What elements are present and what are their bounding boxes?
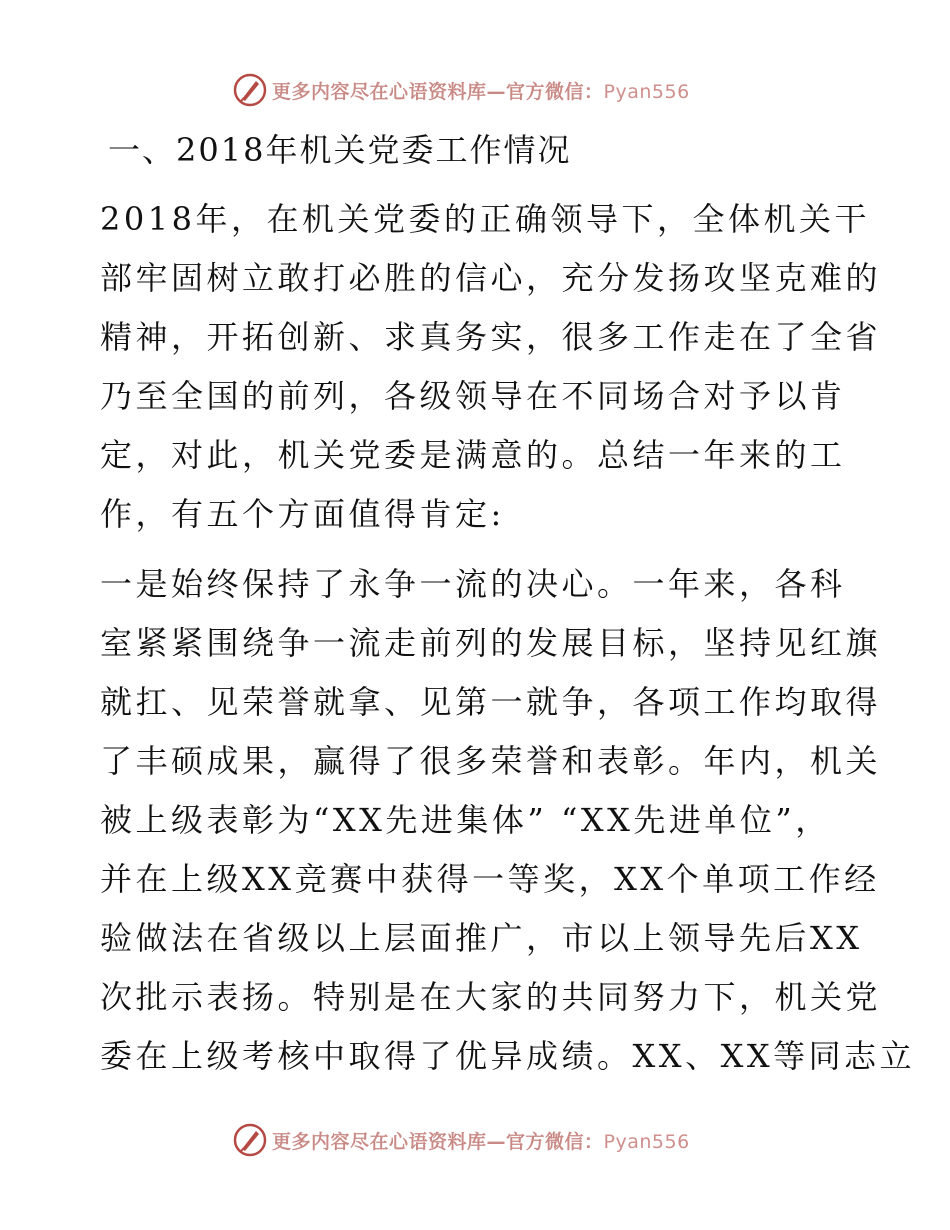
text-line: 并在上级XX竞赛中获得一等奖，XX个单项工作经 xyxy=(100,860,880,898)
text-line: 作，有五个方面值得肯定: xyxy=(100,495,505,533)
watermark-wechat-id: Pyan556 xyxy=(603,1130,690,1153)
text-line: 次批示表扬。特别是在大家的共同努力下，机关党 xyxy=(100,978,882,1016)
quill-logo-icon xyxy=(232,72,268,108)
text-line: 委在上级考核中取得了优异成绩。XX、XX等同志立 xyxy=(100,1037,916,1075)
text-line: 定，对此，机关党委是满意的。总结一年来的工 xyxy=(100,436,846,474)
text-line: 室紧紧围绕争一流走前列的发展目标，坚持见红旗 xyxy=(100,624,882,662)
watermark-text xyxy=(272,77,690,104)
watermark-label: 更多内容尽在心语资料库—官方微信： xyxy=(272,80,604,103)
text-line: 精神，开拓创新、求真务实，很多工作走在了全省 xyxy=(100,318,882,356)
text-line: 2018年，在机关党委的正确领导下，全体机关干 xyxy=(100,200,870,238)
paragraph-point-one xyxy=(100,555,916,1086)
text-line: 部牢固树立敢打必胜的信心，充分发扬攻坚克难的 xyxy=(100,259,882,297)
text-line: 了丰硕成果，赢得了很多荣誉和表彰。年内，机关 xyxy=(100,742,882,780)
paragraph-overview xyxy=(100,190,882,544)
text-line: 被上级表彰为“XX先进集体” “XX先进单位”， xyxy=(100,801,831,839)
text-line: 就扛、见荣誉就拿、见第一就争，各项工作均取得 xyxy=(100,683,882,721)
section-heading: 一、2018年机关党委工作情况 xyxy=(108,131,572,169)
watermark-wechat-id: Pyan556 xyxy=(603,80,690,103)
watermark-label: 更多内容尽在心语资料库—官方微信： xyxy=(272,1130,604,1153)
watermark-header xyxy=(232,70,690,110)
text-line: 验做法在省级以上层面推广，市以上领导先后XX xyxy=(100,919,863,957)
quill-logo-icon xyxy=(232,1122,268,1158)
watermark-text xyxy=(272,1127,690,1154)
text-line: 一是始终保持了永争一流的决心。一年来，各科 xyxy=(100,565,846,603)
watermark-footer xyxy=(232,1120,690,1160)
text-line: 乃至全国的前列，各级领导在不同场合对予以肯 xyxy=(100,377,846,415)
